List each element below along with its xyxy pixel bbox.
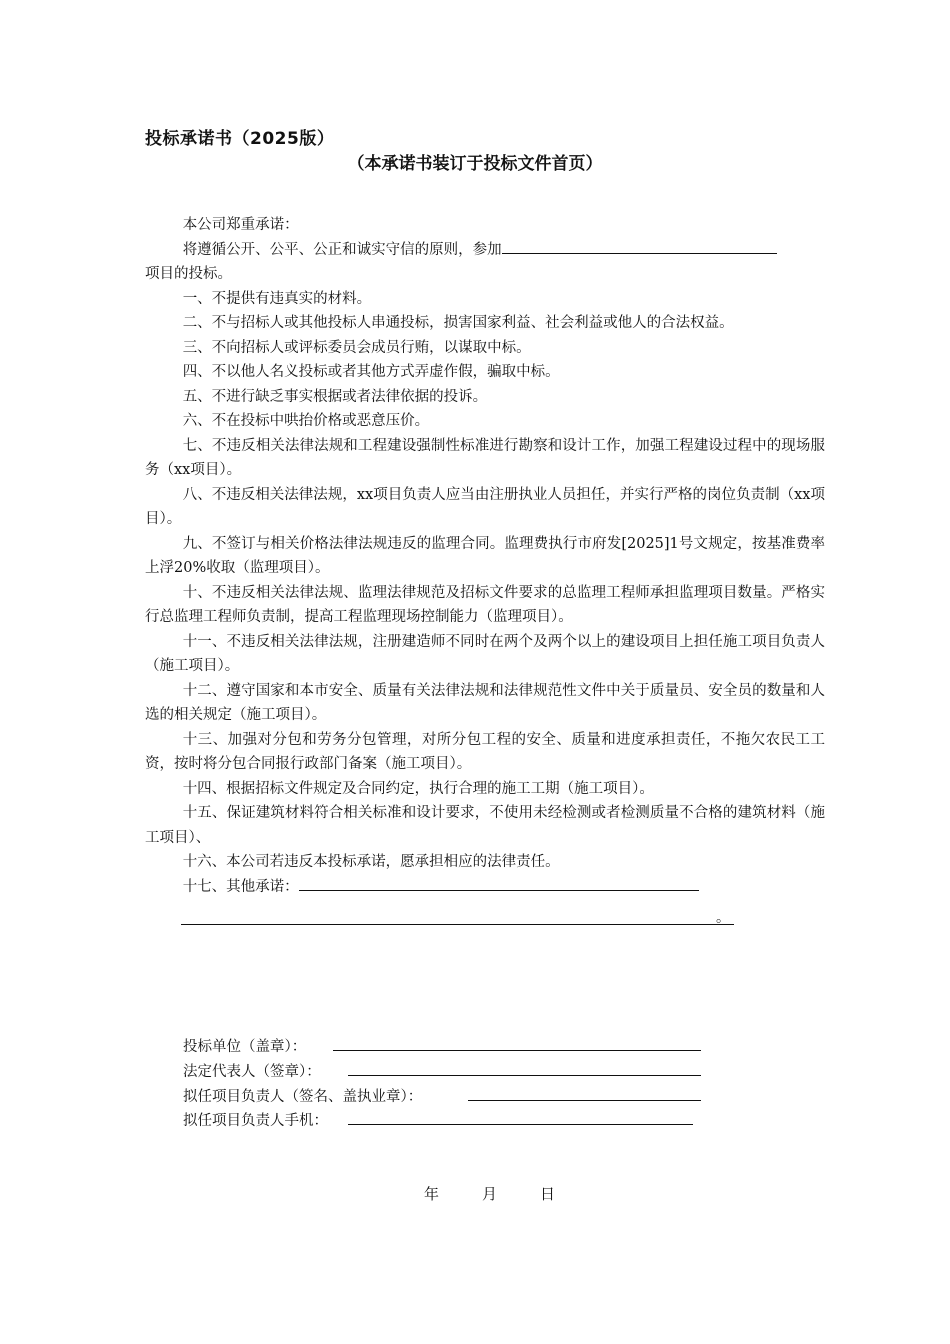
project-name-blank[interactable] (502, 238, 777, 254)
pm-phone-line (183, 1109, 328, 1130)
commitment-item-2: 二、不与招标人或其他投标人串通投标，损害国家利益、社会利益或他人的合法权益。 (182, 315, 734, 331)
intro-line: 本公司郑重承诺： (182, 217, 299, 233)
date-year: 年 (424, 1185, 440, 1203)
commitment-item-15: 十五、保证建筑材料符合相关标准和设计要求，不使用未经检测或者检测质量不合格的建筑材料（施工项目）、 (145, 805, 825, 846)
commitment-item-8: 八、不违反相关法律法规，xx项目负责人应当由注册执业人员担任，并实行严格的岗位负责制（xx项目）。 (145, 486, 825, 527)
legal-rep-label: 法定代表人（签章）： (183, 1064, 321, 1080)
bidder-seal-label: 投标单位（盖章）： (183, 1039, 307, 1055)
bidder-seal-line (183, 1035, 306, 1056)
pm-phone-blank[interactable] (348, 1110, 693, 1125)
commitment-item-13: 十三、加强对分包和劳务分包管理，对所分包工程的安全、质量和进度承担责任，不拖欠农民工工资，按时将分包合同报行政部门备案（施工项目）。 (145, 731, 825, 772)
other-commitment-end: 。 (716, 910, 730, 926)
document-title: 投标承诺书（2025版） (145, 129, 335, 149)
other-commitment-label: 十七、其他承诺： (182, 878, 299, 895)
legal-rep-line (183, 1060, 321, 1081)
other-commitment-blank-1[interactable] (299, 875, 699, 891)
date-day: 日 (540, 1185, 556, 1203)
commitment-item-6: 六、不在投标中哄抬价格或恶意压价。 (182, 413, 430, 429)
commitment-item-1: 一、不提供有违真实的材料。 (182, 290, 372, 307)
commitment-item-16: 十六、本公司若违反本投标承诺，愿承担相应的法律责任。 (182, 854, 560, 870)
other-commitment-blank-2[interactable] (181, 908, 734, 925)
document-subtitle: （本承诺书装订于投标文件首页） (347, 154, 603, 174)
commitment-item-7: 七、不违反相关法律法规和工程建设强制性标准进行勘察和设计工作，加强工程建设过程中的现场服务（xx项目）。 (145, 437, 825, 478)
participate-suffix: 项目的投标。 (145, 266, 232, 282)
pm-sign-line (183, 1085, 422, 1106)
pm-sign-label: 拟任项目负责人（签名、盖执业章）： (183, 1089, 423, 1105)
pm-phone-label: 拟任项目负责人手机： (183, 1113, 328, 1129)
participate-prefix: 将遵循公开、公平、公正和诚实守信的原则，参加 (182, 241, 502, 258)
legal-rep-blank[interactable] (348, 1061, 701, 1076)
bidder-seal-blank[interactable] (333, 1036, 701, 1051)
commitment-item-10: 十、不违反相关法律法规、监理法律规范及招标文件要求的总监理工程师承担监理项目数量。严格实行总监理工程师负责制，提高工程监理现场控制能力（监理项目）。 (145, 584, 825, 625)
commitment-item-5: 五、不进行缺乏事实根据或者法律依据的投诉。 (182, 388, 488, 405)
commitment-item-14: 十四、根据招标文件规定及合同约定，执行合理的施工工期（施工项目）。 (182, 780, 654, 797)
commitment-item-9: 九、不签订与相关价格法律法规违反的监理合同。监理费执行市府发[2025]1号文规定，按基准费率上浮20%收取（监理项目）。 (145, 535, 825, 576)
commitment-item-11: 十一、不违反相关法律法规，注册建造师不同时在两个及两个以上的建设项目上担任施工项目负责人（施工项目）。 (145, 633, 825, 674)
date-month: 月 (482, 1185, 498, 1203)
participate-line (145, 238, 825, 263)
other-commitment-line (145, 875, 825, 900)
pm-sign-blank[interactable] (468, 1086, 701, 1101)
commitment-item-3: 三、不向招标人或评标委员会成员行贿，以谋取中标。 (182, 339, 531, 356)
commitment-item-12: 十二、遵守国家和本市安全、质量有关法律法规和法律规范性文件中关于质量员、安全员的数量和人选的相关规定（施工项目）。 (145, 682, 825, 723)
commitment-item-4: 四、不以他人名义投标或者其他方式弄虚作假，骗取中标。 (182, 364, 560, 380)
document-body (145, 213, 825, 899)
